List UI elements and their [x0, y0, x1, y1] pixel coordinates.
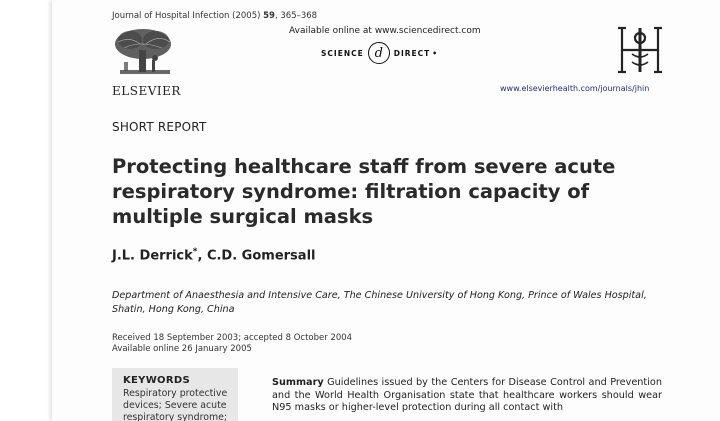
journal-citation [112, 11, 317, 21]
author-list [112, 247, 315, 263]
abstract-summary [272, 377, 662, 415]
keywords-list: Respiratory protective devices; Severe acute respiratory syndrome; [123, 388, 228, 421]
available-online-text: Available online at www.sciencedirect.com [289, 26, 481, 36]
journal-volume: 59 [263, 11, 275, 21]
article-type-label: SHORT REPORT [112, 120, 207, 134]
sciencedirect-logo [321, 41, 438, 65]
available-online-date: Available online 26 January 2005 [112, 344, 252, 354]
article-page [52, 0, 720, 421]
elsevier-wordmark: ELSEVIER [112, 84, 181, 98]
keywords-heading: KEYWORDS [123, 375, 190, 386]
corresponding-author-mark[interactable]: * [192, 247, 198, 257]
journal-url-link[interactable]: www.elsevierhealth.com/journals/jhin [500, 84, 650, 93]
journal-pages: , 365–368 [274, 11, 318, 21]
article-dates [112, 333, 352, 355]
hospital-infection-society-logo-icon [616, 24, 664, 76]
author-rest[interactable]: , C.D. Gomersall [197, 248, 316, 264]
article-title: Protecting healthcare staff from severe acute respiratory syndrome: filtration capacity of multiple surgical masks [112, 155, 616, 228]
sciencedirect-at-icon: d [368, 42, 390, 64]
journal-ref-prefix: Journal of Hospital Infection (2005) [112, 11, 264, 21]
summary-text: Guidelines issued by the Centers for Disease Control and Prevention and the World Health Organisation state that healthcare workers should wear N95 masks or higher-level protection during all contact with [272, 377, 662, 413]
sciencedirect-left: SCIENCE [321, 48, 364, 58]
sciencedirect-mark: • [432, 48, 439, 58]
received-accepted-dates: Received 18 September 2003; accepted 8 October 2004 [112, 333, 353, 343]
elsevier-tree-logo [110, 26, 176, 82]
author-first[interactable]: J.L. Derrick [112, 248, 193, 264]
author-affiliation: Department of Anaesthesia and Intensive Care, The Chinese University of Hong Kong, Prince of Wales Hospital, Shatin, Hong Kong, China [112, 290, 647, 315]
summary-label: Summary [272, 377, 324, 388]
sciencedirect-right: DIRECT [393, 48, 431, 58]
